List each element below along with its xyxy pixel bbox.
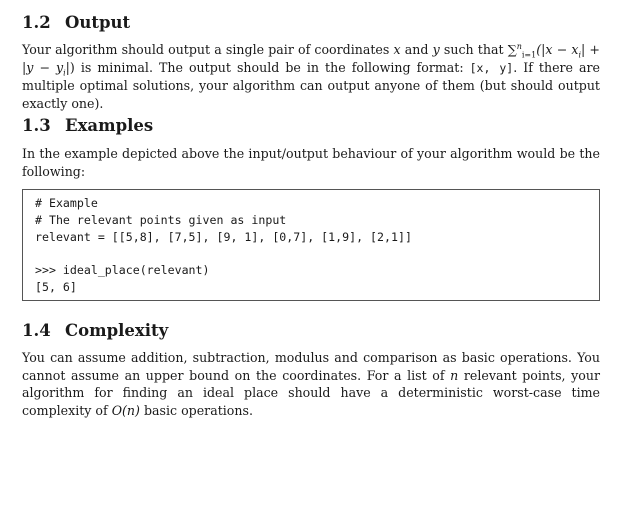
sum-symbol: ∑ <box>507 42 517 57</box>
text-run: relevant points, your algorithm for finding an ideal place should have a deterministic worst-case time complexity of <box>22 367 600 418</box>
code-line: relevant = [[5,8], [7,5], [9, 1], [0,7], [1,9], [2,1]] <box>35 229 412 244</box>
section-title: Complexity <box>65 321 169 340</box>
section-heading-complexity <box>22 321 168 341</box>
code-blank-line <box>35 245 587 262</box>
math-subscript: i <box>63 68 66 78</box>
math-big-o: O(n) <box>111 402 140 418</box>
section-number: 1.2 <box>22 13 51 32</box>
section-paragraph-examples: In the example depicted above the input/output behaviour of your algorithm would be the following: <box>22 146 600 179</box>
text-run: Your algorithm should output a single pair of coordinates <box>22 42 394 57</box>
math-expr: |y − y <box>22 59 64 75</box>
math-expr: |) <box>65 59 75 75</box>
math-var-x: x <box>393 42 401 57</box>
text-run: is minimal. The output should be in the following format: <box>74 59 470 75</box>
text-run: such that <box>439 42 508 57</box>
section-paragraph-complexity <box>22 349 600 419</box>
code-line: [5, 6] <box>35 279 77 294</box>
math-var-y: y <box>432 42 440 57</box>
section-paragraph-output <box>22 41 600 112</box>
code-line: # The relevant points given as input <box>35 212 287 227</box>
section-number: 1.4 <box>22 321 51 340</box>
sum-lower-bound: i=1 <box>521 50 537 60</box>
section-heading-output <box>22 13 130 33</box>
text-run: basic operations. <box>139 402 253 418</box>
math-var-n: n <box>450 367 459 383</box>
math-expr: (|x − x <box>536 42 579 57</box>
math-subscript: i <box>578 50 582 60</box>
text-run: and <box>400 42 433 57</box>
code-line: # Example <box>35 196 98 210</box>
math-expr: | + <box>581 42 600 57</box>
text-run: You can assume addition, subtraction, modulus and comparison as basic operations. You cannot assume an upper bound on the coordinates. For a list of <box>22 350 600 383</box>
section-number: 1.3 <box>22 116 51 135</box>
section-heading-examples <box>22 116 153 136</box>
section-title: Output <box>65 13 131 32</box>
code-line: >>> ideal_place(relevant) <box>35 263 210 278</box>
section-title: Examples <box>65 116 154 135</box>
inline-code: [x, y] <box>469 60 514 75</box>
code-block <box>22 189 600 301</box>
text-run: . If there are multiple optimal solutions, your algorithm can output anyone of them (but should output exactly one). <box>22 59 600 111</box>
sum-upper-bound: n <box>516 41 522 51</box>
